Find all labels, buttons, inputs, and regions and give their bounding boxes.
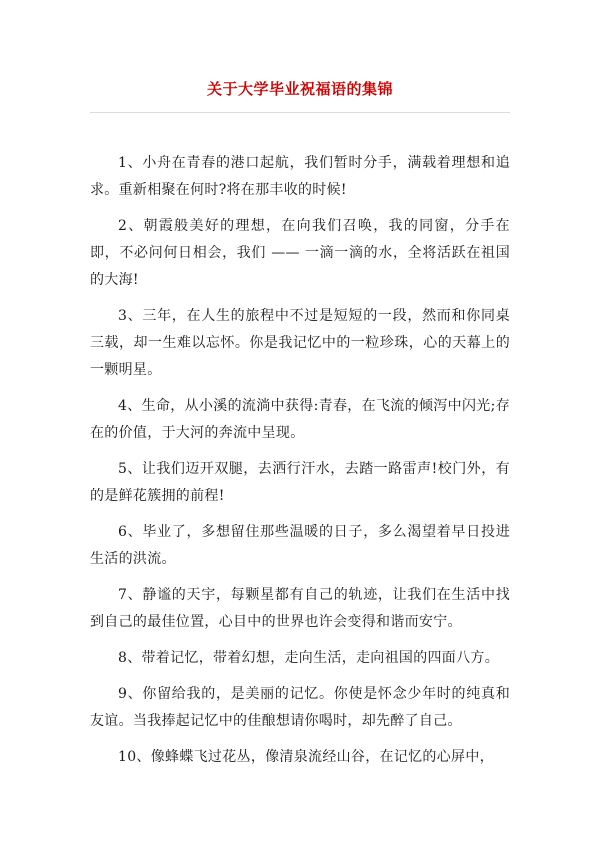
paragraph-7: 7、静谧的天宇，每颗星都有自己的轨迹，让我们在生活中找到自己的最佳位置，心目中的世界也许会变得和谐而安宁。 [90,587,510,630]
document-body [90,150,510,780]
paragraph-1: 1、小舟在青春的港口起航，我们暂时分手，满载着理想和追求。重新相聚在何时?将在那丰收的时候! [90,155,510,198]
paragraph-8: 8、带着记忆，带着幻想，走向生活，走向祖国的四面八方。 [118,650,500,666]
page-title: 关于大学毕业祝福语的集锦 [206,80,393,98]
paragraph-4: 4、生命，从小溪的流淌中获得:青春，在飞流的倾泻中闪光;存在的价值，于大河的奔流中呈现。 [90,398,510,441]
paragraph-2: 2、朝霞般美好的理想，在向我们召唤，我的同窗，分手在即，不必问何日相会，我们 —— 一滴一滴的水，全将活跃在祖国的大海! [90,218,510,288]
paragraph-5: 5、让我们迈开双腿，去洒行汗水，去踏一路雷声!校门外，有的是鲜花簇拥的前程! [90,461,510,504]
paragraph-6: 6、毕业了，多想留住那些温暖的日子，多么渴望着早日投进生活的洪流。 [90,524,510,567]
paragraph-10: 10、像蜂蝶飞过花丛，像清泉流经山谷，在记忆的心屏中， [118,749,494,765]
title-divider [90,112,510,113]
paragraph-3: 3、三年，在人生的旅程中不过是短短的一段，然而和你同桌三载，却一生难以忘怀。你是我记忆中的一粒珍珠，心的天幕上的一颗明星。 [90,308,510,378]
paragraph-9: 9、你留给我的，是美丽的记忆。你使是怀念少年时的纯真和友谊。当我捧起记忆中的佳酿想请你喝时，却先醉了自己。 [90,686,510,729]
